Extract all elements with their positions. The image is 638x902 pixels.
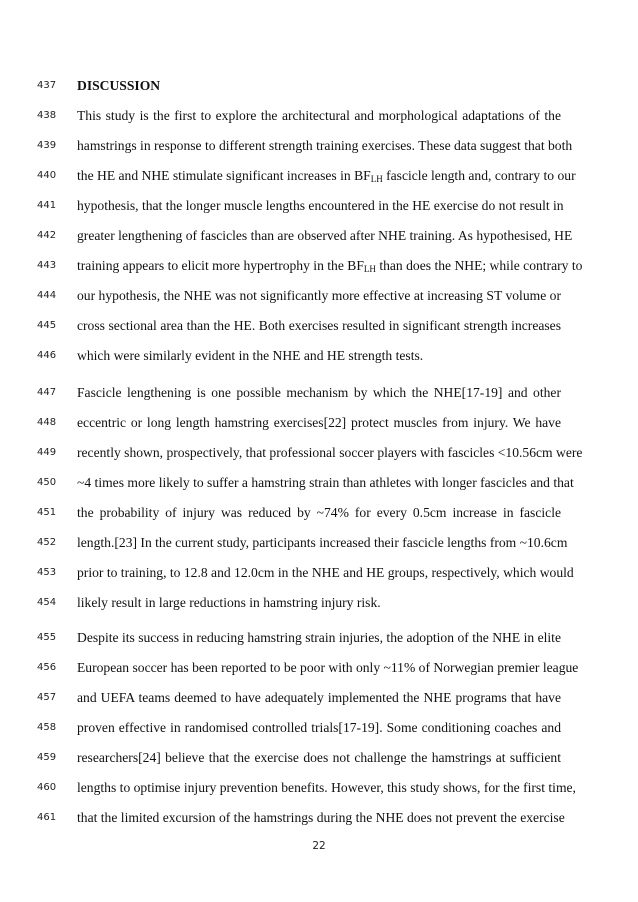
- line-text: prior to training, to 12.8 and 12.0cm in the NHE and HE groups, respectively, which would: [77, 565, 574, 580]
- line-number: 443: [37, 260, 57, 271]
- line-number: 441: [37, 200, 57, 211]
- line-text: Fascicle lengthening is one possible mechanism by which the NHE[17-19] and other: [77, 385, 561, 400]
- line-text-part: training appears to elicit more hypertrophy in the BF: [77, 258, 364, 273]
- text-line: [0, 688, 638, 708]
- line-number: 456: [37, 662, 57, 673]
- line-number: 452: [37, 537, 57, 548]
- line-text: European soccer has been reported to be poor with only ~11% of Norwegian premier league: [77, 660, 579, 675]
- line-text: This study is the first to explore the architectural and morphological adaptations of the: [77, 108, 561, 123]
- text-line: [0, 778, 638, 798]
- text-line: [0, 718, 638, 738]
- line-number: 447: [37, 387, 57, 398]
- line-text: length.[23] In the current study, participants increased their fascicle lengths from ~10.6cm: [77, 535, 568, 550]
- text-line: [0, 136, 638, 156]
- subscript: LH: [363, 264, 376, 274]
- line-number: 455: [37, 632, 57, 643]
- line-number: 438: [37, 110, 57, 121]
- line-text-part: than does the NHE; while contrary to: [375, 258, 583, 273]
- line-text: greater lengthening of fascicles than are observed after NHE training. As hypothesised, HE: [77, 228, 573, 243]
- page-number: 22: [312, 840, 326, 852]
- text-line: [0, 286, 638, 306]
- line-text: the probability of injury was reduced by ~74% for every 0.5cm increase in fascicle: [77, 505, 561, 520]
- heading-line: [0, 76, 638, 96]
- line-number: 457: [37, 692, 57, 703]
- line-text: hypothesis, that the longer muscle lengths encountered in the HE exercise do not result in: [77, 198, 564, 213]
- line-number: 442: [37, 230, 57, 241]
- text-line: [0, 503, 638, 523]
- line-number: 439: [37, 140, 57, 151]
- line-text: that the limited excursion of the hamstrings during the NHE does not prevent the exercise: [77, 810, 565, 825]
- text-line: [0, 533, 638, 553]
- text-line: [0, 658, 638, 678]
- line-text: lengths to optimise injury prevention benefits. However, this study shows, for the first time,: [77, 780, 576, 795]
- line-text: eccentric or long length hamstring exercises[22] protect muscles from injury. We have: [77, 415, 561, 430]
- line-text: [77, 256, 583, 276]
- text-line: [0, 383, 638, 403]
- line-text: which were similarly evident in the NHE and HE strength tests.: [77, 348, 424, 363]
- line-number: 446: [37, 350, 57, 361]
- line-text: researchers[24] believe that the exercise does not challenge the hamstrings at sufficient: [77, 750, 561, 765]
- line-number: 448: [37, 417, 57, 428]
- line-number: 444: [37, 290, 57, 301]
- text-line: [0, 473, 638, 493]
- line-text-part: the HE and NHE stimulate significant increases in BF: [77, 168, 371, 183]
- subscript: LH: [370, 174, 383, 184]
- text-line: [0, 226, 638, 246]
- text-line: [0, 196, 638, 216]
- text-line: [0, 628, 638, 648]
- line-number: 458: [37, 722, 57, 733]
- line-number: 459: [37, 752, 57, 763]
- line-number: 440: [37, 170, 57, 181]
- line-number: 449: [37, 447, 57, 458]
- text-line: [0, 346, 638, 366]
- section-heading: DISCUSSION: [77, 78, 161, 93]
- text-line: [0, 443, 638, 463]
- text-line: [0, 316, 638, 336]
- text-line: [0, 413, 638, 433]
- line-text: likely result in large reductions in hamstring injury risk.: [77, 595, 381, 610]
- line-number: 461: [37, 812, 57, 823]
- line-number: 453: [37, 567, 57, 578]
- line-text: recently shown, prospectively, that professional soccer players with fascicles <10.56cm were: [77, 445, 583, 460]
- text-line: [0, 563, 638, 583]
- line-text: ~4 times more likely to suffer a hamstring strain than athletes with longer fascicles and that: [77, 475, 574, 490]
- line-number: 450: [37, 477, 57, 488]
- line-number: 451: [37, 507, 57, 518]
- line-text: cross sectional area than the HE. Both exercises resulted in significant strength increases: [77, 318, 561, 333]
- line-text: and UEFA teams deemed to have adequately implemented the NHE programs that have: [77, 690, 561, 705]
- text-line: [0, 106, 638, 126]
- line-text: proven effective in randomised controlled trials[17-19]. Some conditioning coaches and: [77, 720, 561, 735]
- line-number: 437: [37, 80, 57, 91]
- text-line: [0, 593, 638, 613]
- line-text-part: fascicle length and, contrary to our: [382, 168, 576, 183]
- line-number: 460: [37, 782, 57, 793]
- line-number: 445: [37, 320, 57, 331]
- text-line: [0, 256, 638, 276]
- text-line: [0, 166, 638, 186]
- text-line: [0, 748, 638, 768]
- line-text: hamstrings in response to different strength training exercises. These data suggest that both: [77, 138, 573, 153]
- line-text: our hypothesis, the NHE was not significantly more effective at increasing ST volume or: [77, 288, 561, 303]
- text-line: [0, 808, 638, 828]
- line-number: 454: [37, 597, 57, 608]
- line-text: Despite its success in reducing hamstring strain injuries, the adoption of the NHE in elite: [77, 630, 561, 645]
- line-text: [77, 166, 576, 186]
